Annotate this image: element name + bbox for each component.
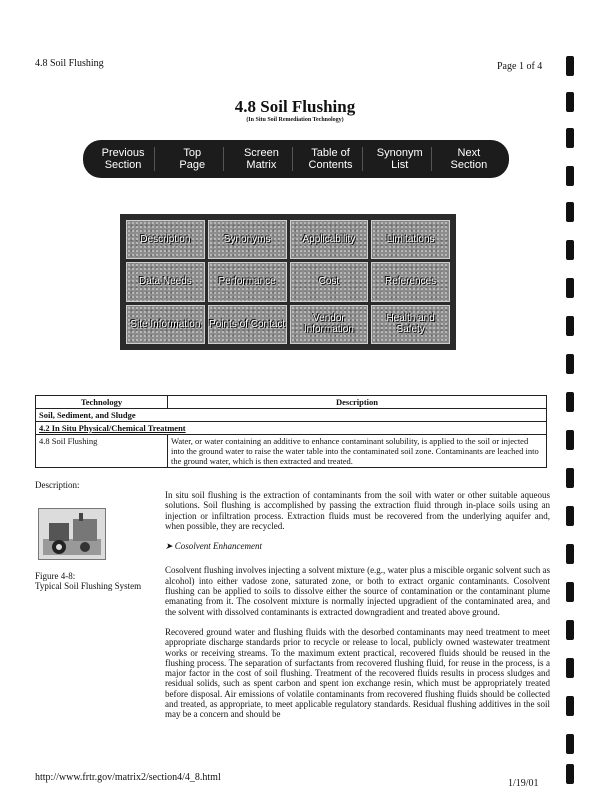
section-heading-text: Cosolvent Enhancement [174, 541, 263, 552]
soil-flushing-figure-image[interactable] [38, 508, 106, 560]
description-label: Description: [35, 480, 80, 490]
table-description-cell: Water, or water containing an additive to enhance contaminant solubility, is applied to the soil or injected into the ground water to raise the water table into the contaminated soil zone. Contaminants are leached into the ground water, which is then extracted and treated. [168, 435, 547, 468]
health-and-safety-button[interactable]: Health and Safety [371, 305, 450, 344]
nav-label: Contents [308, 159, 353, 171]
arrow-icon: ➤ [165, 541, 175, 552]
nav-label: Page [179, 159, 206, 171]
figure-illustration [39, 509, 105, 559]
nav-label: Section [450, 159, 488, 171]
top-page-button[interactable] [161, 147, 224, 171]
vendor-information-button[interactable]: Vendor Information [290, 305, 369, 344]
figure-title: Typical Soil Flushing System [35, 581, 142, 591]
nav-label: Screen [243, 147, 279, 159]
topic-button-grid [120, 214, 456, 350]
table-row [36, 422, 547, 435]
description-button[interactable]: Description [126, 220, 205, 259]
navigation-bar [83, 140, 509, 178]
body-paragraph: Recovered ground water and flushing fluids with the desorbed contaminants may need treatment to meet appropriate discharge standards prior to recycle or release to local, publicly owned wastewater treatment works or receiving streams. To the maximum extent practical, recovered fluids should be reused in the flushing process. The separation of surfactants from recovered flushing fluid, for reuse in the process, is a major factor in the cost of soil flushing. Treatment of the recovered fluids results in process sludges and residual solids, such as spent carbon and spent ion exchange resin, which must be appropriately treated before disposal. Air emissions of volatile contaminants from recovered flushing fluids should be collected and treated, as appropriate, to meet applicable regulatory standards. Residual flushing additives in the soil may be a concern and should be [165, 626, 550, 720]
page-title: 4.8 Soil Flushing [234, 97, 356, 116]
data-needs-button[interactable]: Data Needs [126, 262, 205, 301]
table-header-description: Description [168, 396, 547, 409]
applicability-button[interactable]: Applicability [290, 220, 369, 259]
nav-label: Section [104, 159, 142, 171]
cost-button[interactable]: Cost [290, 262, 369, 301]
header-left: 4.8 Soil Flushing [35, 58, 104, 69]
technology-table [35, 395, 547, 468]
points-of-contact-button[interactable]: Points of Contact [208, 305, 287, 344]
previous-section-button[interactable] [92, 147, 155, 171]
table-row [36, 409, 547, 422]
nav-label: Synonym [376, 147, 423, 159]
table-header-row [36, 396, 547, 409]
binder-holes-decoration [562, 48, 578, 798]
figure-number: Figure 4-8: [35, 571, 76, 581]
synonyms-button[interactable]: Synonyms [208, 220, 287, 259]
figure-caption [35, 571, 165, 591]
footer-url: http://www.frtr.gov/matrix2/section4/4_8.html [35, 772, 221, 783]
section-heading [165, 541, 550, 551]
table-of-contents-button[interactable] [300, 147, 363, 171]
table-row [36, 435, 547, 468]
synonym-list-button[interactable] [369, 147, 432, 171]
table-header-technology: Technology [36, 396, 168, 409]
table-category-cell: Soil, Sediment, and Sludge [36, 409, 547, 422]
screen-matrix-button[interactable] [230, 147, 293, 171]
nav-label: Next [457, 147, 481, 159]
performance-button[interactable]: Performance [208, 262, 287, 301]
body-paragraph: Cosolvent flushing involves injecting a solvent mixture (e.g., water plus a miscible organic solvent such as alcohol) into either vadose zone, saturated zone, or both to extract organic contaminants. Cosolvent flushing can be applied to soils to dissolve either the source of contamination or the contaminant plume emanating from it. The cosolvent mixture is normally injected upgradient of the contaminated area, and the solvent with dissolved contaminants is extracted downgradient and treated above ground. [165, 565, 550, 617]
site-information-button[interactable]: Site Information [126, 305, 205, 344]
references-button[interactable]: References [371, 262, 450, 301]
footer-date: 1/19/01 [508, 778, 539, 789]
body-paragraph: In situ soil flushing is the extraction of contaminants from the soil with water or other suitable aqueous solutions. Soil flushing is accomplished by passing the extraction fluid through in-place soils using an injection or infiltration process. Extraction fluids must be recovered from the underlying aquifer and, when possible, they are recycled. [165, 490, 550, 531]
nav-label: Top [183, 147, 202, 159]
limitations-button[interactable]: Limitations [371, 220, 450, 259]
header-page-number: Page 1 of 4 [497, 61, 543, 72]
table-technology-cell: 4.8 Soil Flushing [36, 435, 168, 468]
nav-label: Matrix [246, 159, 277, 171]
page-subtitle: (In Situ Soil Remediation Technology) [246, 117, 344, 123]
description-body [165, 490, 550, 730]
nav-label: Table of [311, 147, 350, 159]
next-section-button[interactable] [438, 147, 500, 171]
nav-label: Previous [101, 147, 145, 159]
table-subcategory-link[interactable]: 4.2 In Situ Physical/Chemical Treatment [36, 422, 547, 435]
nav-label: List [391, 159, 409, 171]
